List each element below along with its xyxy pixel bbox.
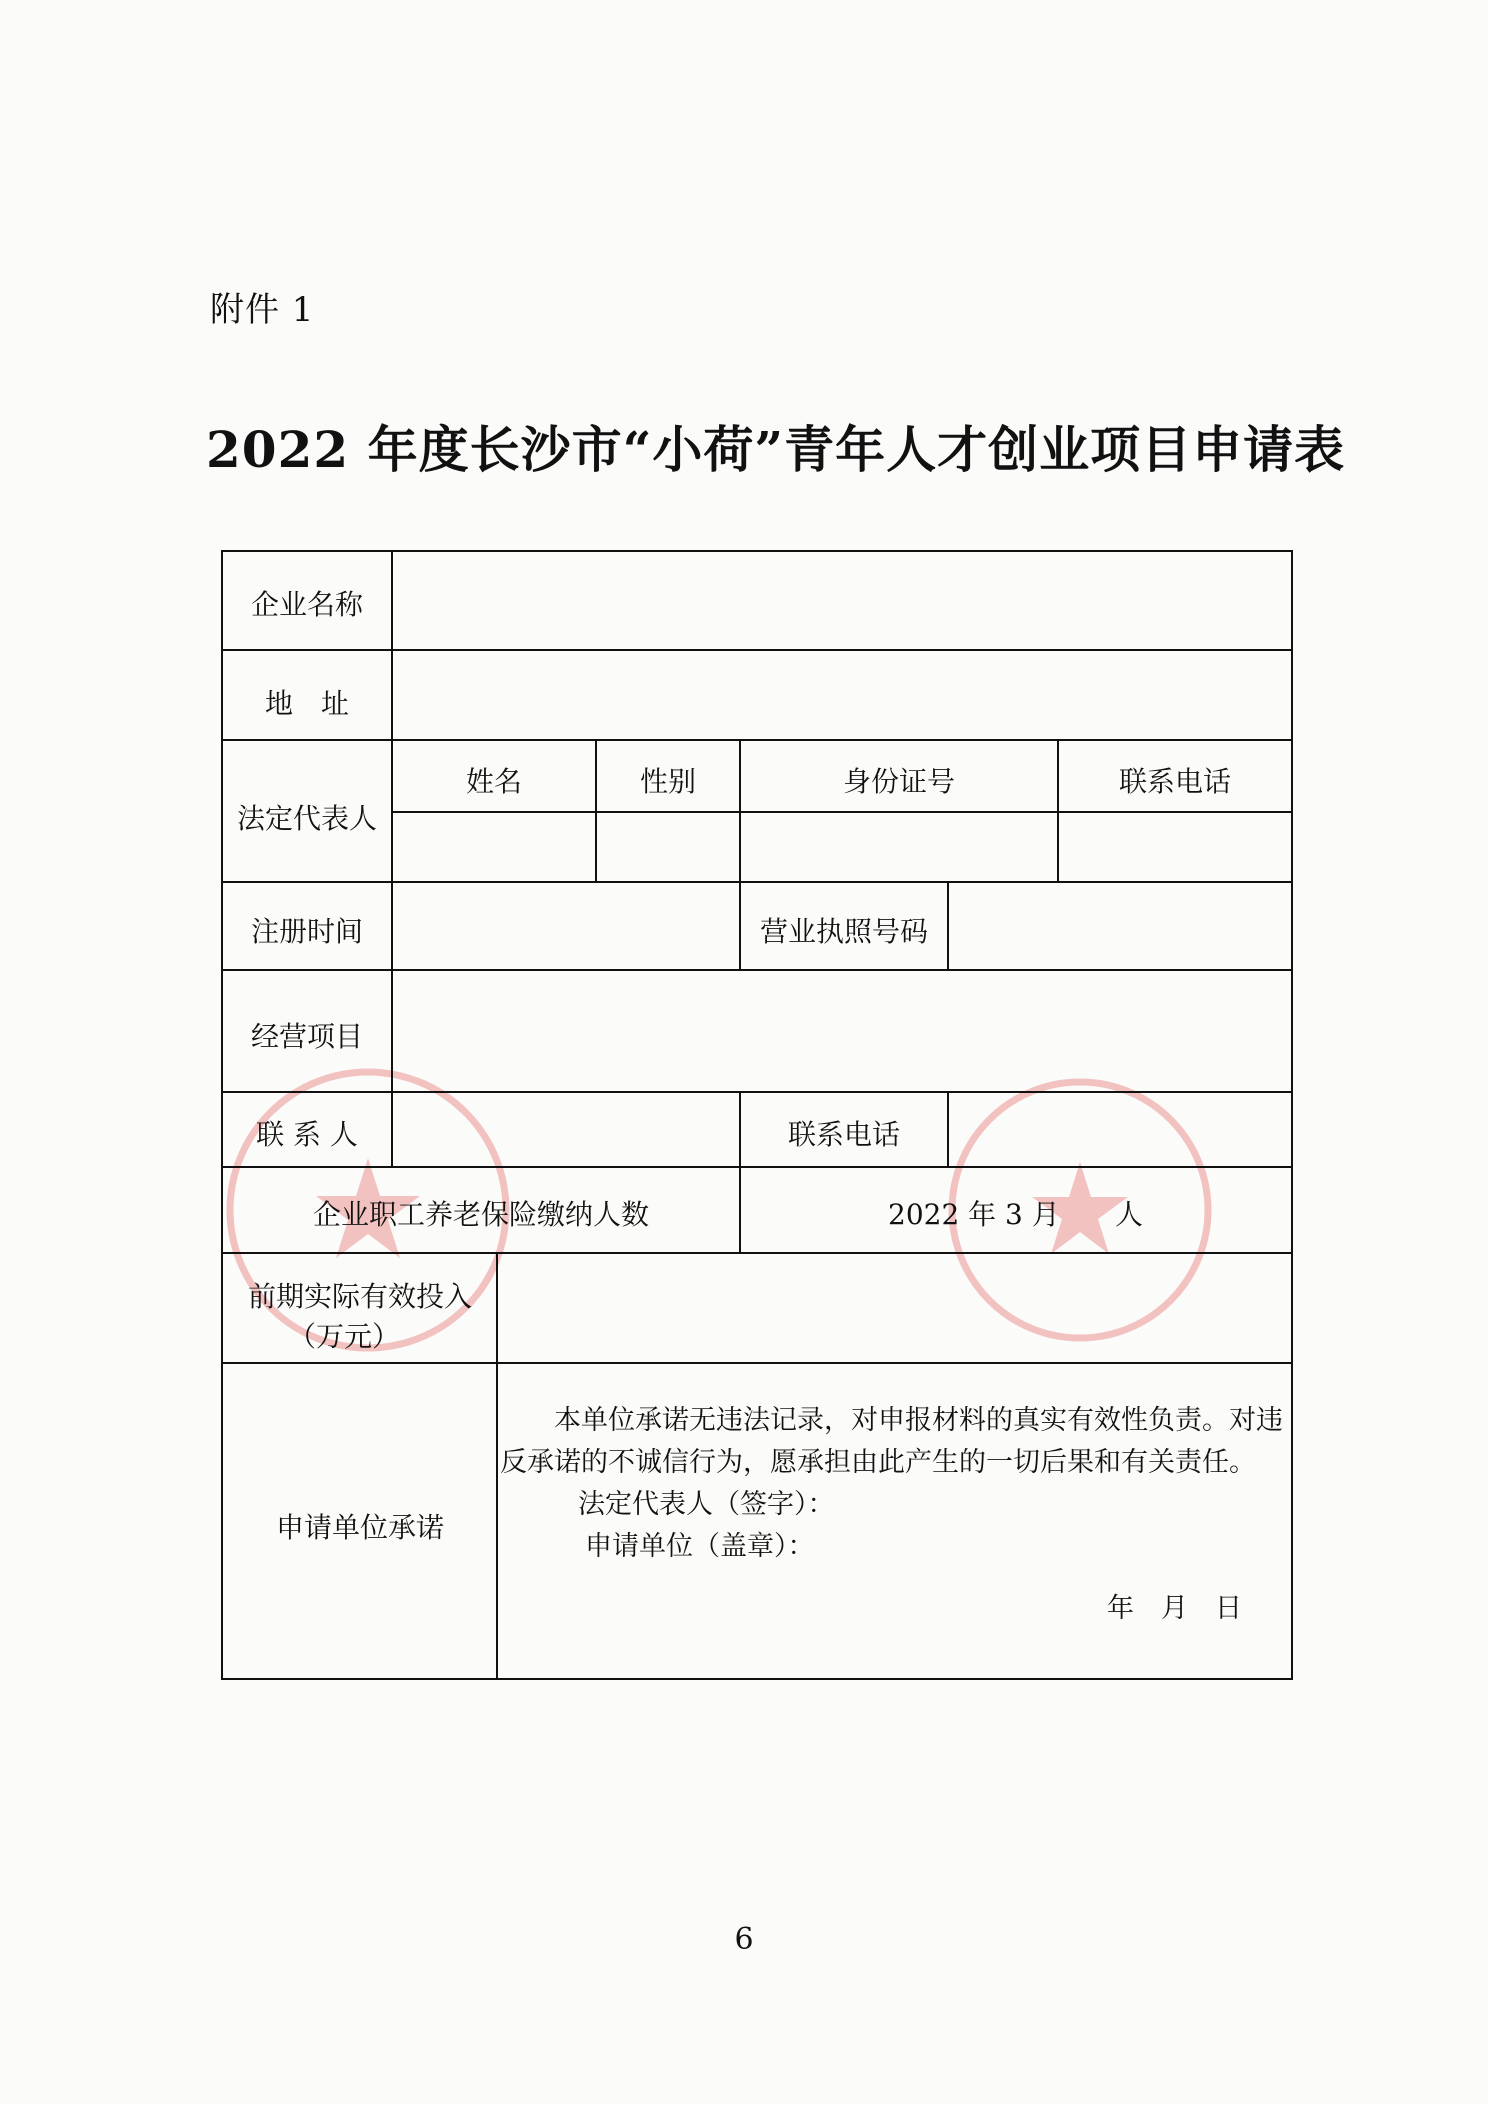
signature-line: 法定代表人（签字）： [578, 1489, 835, 1520]
contact-phone-label: 联系电话 [787, 1118, 901, 1151]
reg-time-label: 注册时间 [250, 915, 364, 948]
pension-unit: 人 [1115, 1198, 1144, 1231]
investment-label: 前期实际有效投入 [247, 1280, 473, 1313]
legal-rep-label: 法定代表人 [236, 802, 378, 835]
pension-count-label: 企业职工养老保险缴纳人数 [312, 1198, 650, 1231]
company-name-label: 企业名称 [250, 588, 364, 621]
col-phone-header: 联系电话 [1118, 765, 1232, 798]
pledge-label: 申请单位承诺 [275, 1511, 445, 1544]
pledge-block [500, 1400, 1292, 1630]
business-scope-label: 经营项目 [250, 1020, 364, 1053]
col-id-header: 身份证号 [842, 765, 956, 798]
pledge-text: 本单位承诺无违法记录，对申报材料的真实有效性负责。对违反承诺的不诚信行为，愿承担由此产生的一切后果和有关责任。 [500, 1405, 1283, 1478]
contact-person-label: 联 系 人 [256, 1118, 358, 1151]
col-name-header: 姓名 [465, 765, 523, 798]
page-title: 2022 年度长沙市“小荷”青年人才创业项目申请表 [206, 420, 1346, 479]
address-label: 地 址 [264, 687, 350, 720]
pension-period: 2022 年 3 月 [888, 1198, 1060, 1231]
attachment-label: 附件 1 [210, 290, 315, 330]
col-gender-header: 性别 [639, 765, 697, 798]
date-line: 年 月 日 [1107, 1593, 1242, 1624]
stamp-line: 申请单位（盖章）： [585, 1531, 815, 1562]
investment-unit-label: （万元） [287, 1320, 401, 1353]
page-number: 6 [734, 1922, 754, 1957]
license-number-label: 营业执照号码 [759, 915, 929, 948]
